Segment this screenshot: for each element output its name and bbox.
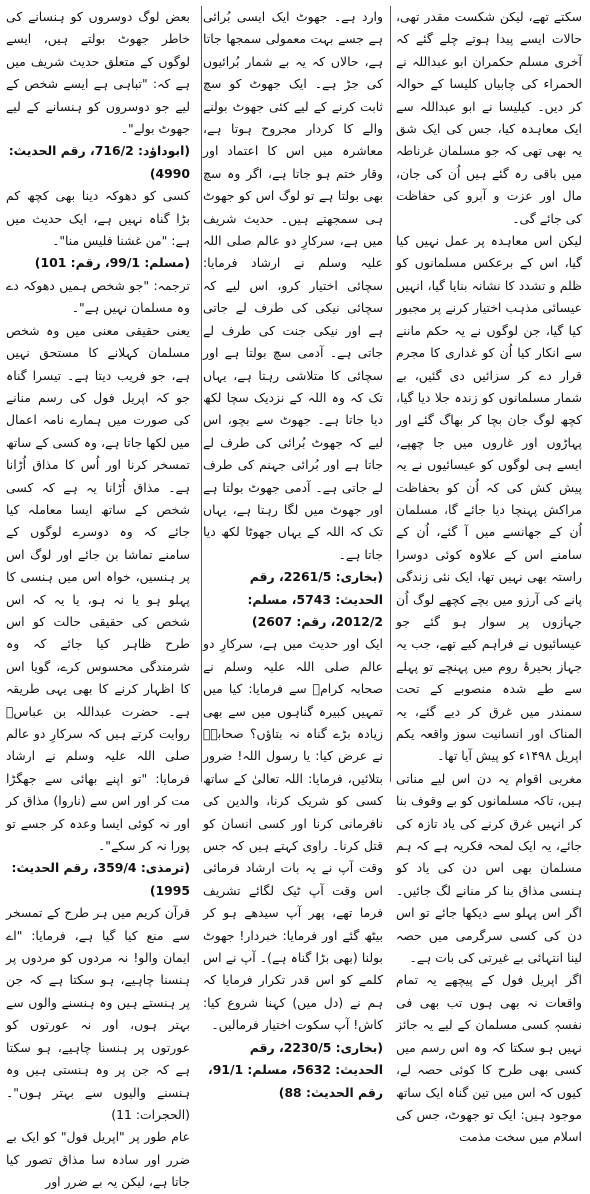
paragraph: ایک اور حدیث میں ہے، سرکارِ دو عالم صلی اللہ علیہ وسلم نے صحابہ کرامؓ سے فرمایا: کیا میں تمہیں کبیرہ گناہوں میں سے بھی زیادہ بڑے گناہ نہ بتاؤں؟ صحابہؓ نے عرض کیا: یا رسول اللہ! ضرور بتلائیں، فرمایا: اللہ تعالیٰ کے ساتھ کسی کو شریک کرنا، والدین کی نافرمانی کرنا اور کسی انسان کو قتل کرنا۔ راوی کہتے ہیں کہ جس وقت آپ نے یہ بات ارشاد فرمائی اس وقت آپ ٹیک لگائے تشریف فرما تھے، پھر آپ سیدھے ہو کر بیٹھ گئے اور فرمایا: خبردار! جھوٹ بولنا (بھی بڑا گناہ ہے)۔ آپ نے اس کلمے کو اس قدر تکرار فرمایا کہ ہم نے (دل میں) کہنا شروع کیا: کاش! آپ سکوت اختیار فرمالیں۔	[203, 636, 383, 1033]
paragraph: یعنی حقیقی معنی میں وہ شخص مسلمان کہلانے کا مستحق نہیں ہے، جو فریب دیتا ہے۔ تیسرا گناہ جو کہ اپریل فول کی رسم منانے کی صورت میں ہمارے نامہ اعمال میں لکھا جاتا ہے، وہ کسی کے ساتھ تمسخر کرنا اور اُس کا مذاق اُڑانا ہے۔ مذاق اُڑانا یہ ہے کہ کسی شخص کے ساتھ ایسا معاملہ کیا جائے کہ وہ دوسرے لوگوں کے سامنے تماشا بن جائے اور لوگ اس پر ہنسیں، خواہ اس میں ہنسی کا پہلو ہو یا نہ ہو، یا یہ کہ اس شخص کی حقیقی حالت کو اس طرح ظاہر کیا جائے کہ وہ شرمندگی محسوس کرے، گویا اس کا اظہار کرنے کا بھی یہی طریقہ ہے۔ حضرت عبداللہ بن عباسؓ روایت کرتے ہیں کہ سرکارِ دو عالم صلی اللہ علیہ وسلم نے ارشاد فرمایا: "تو اپنے بھائی سے جھگڑا مت کر اور اس سے (ناروا) مذاق کر اور نہ کوئی ایسا وعدہ کر جسے تو پورا نہ کر سکے"۔	[6, 322, 190, 854]
hadith-reference: (بخاری: 2230/5، رقم الحدیث: 5632، مسلم: 91/1، رقم الحدیث: 88)	[208, 1039, 383, 1100]
column-divider	[390, 6, 391, 782]
paragraph: بعض لوگ دوسروں کو ہنسانے کی خاطر جھوٹ بولتے ہیں، ایسے لوگوں کے متعلق حدیث شریف میں ہے کہ: "تباہی ہے ایسے شخص کے لیے جو دوسروں کو ہنسانے کے لیے جھوٹ بولے"۔	[6, 9, 190, 137]
text-column-left	[6, 6, 190, 1190]
paragraph: کسی کو دھوکہ دینا بھی کچھ کم بڑا گناہ نہیں ہے، ایک حدیث میں ہے: "من غشنا فلیس منا"۔	[6, 188, 190, 249]
hadith-reference: (ترمذی: 359/4، رقم الحدیث: 1995)	[11, 860, 190, 898]
paragraph: سکتے تھے، لیکن شکست مقدر تھی، حالات ایسے پیدا ہوتے چلے گئے کہ آخری مسلم حکمران ابو عبداللہ نے الحمراء کی چابیاں کلیسا کے حوالہ کر دیں۔ کیلیسا نے ابو عبداللہ سے ایک معاہدہ کیا، جس کی ایک شق یہ بھی تھی کہ جو مسلمان غرناطہ میں باقی رہ گئے ہیں اُن کی جان، مال اور عزت و آبرو کی حفاظت کی جائے گی۔	[396, 9, 582, 226]
text-column-right	[396, 6, 582, 1145]
paragraph: قرآن کریم میں ہر طرح کے تمسخر سے منع کیا گیا ہے، فرمایا: "اے ایمان والو! نہ مردوں کو مردوں پر ہنسنا چاہیے، ہو سکتا ہے کہ جن پر ہنستے ہیں وہ ہنسنے والوں سے بہتر ہوں، اور نہ عورتوں کو عورتوں پر ہنسنا چاہیے، ہو سکتا ہے کہ جن پر وہ ہنستی ہیں وہ ہنسنے والیوں سے بہتر ہوں"۔ (الحجرات: 11)	[6, 905, 190, 1122]
text-column-middle	[203, 6, 383, 1100]
paragraph: اگر اپریل فول کے پیچھے یہ تمام واقعات نہ بھی ہوں تب بھی فی نفسہٖ کسی مسلمان کے لیے یہ جائز نہیں ہو سکتا کہ وہ اس رسم میں کسی بھی طرح کا کوئی حصہ لے، کیوں کہ اس میں تین گناہ ایک ساتھ موجود ہیں: ایک تو جھوٹ، جس کی اسلام میں سخت مذمت	[396, 972, 582, 1145]
hadith-reference: (مسلم: 99/1، رقم: 101)	[34, 255, 190, 271]
hadith-reference: (ابوداؤد: 716/2، رقم الحدیث: 4990)	[8, 143, 190, 181]
paragraph: ترجمہ: "جو شخص ہمیں دھوکہ دے وہ مسلمان نہیں ہے"۔	[6, 277, 190, 316]
paragraph: لیکن اس معاہدہ پر عمل نہیں کیا گیا، اس کے برعکس مسلمانوں کو ظلم و تشدد کا نشانہ بنایا گیا، انہیں عیسائی مذہب اختیار کرنے پر مجبور کیا گیا، جن لوگوں نے یہ حکم ماننے سے انکار کیا اُن کو غداری کا مجرم قرار دے کر سزائیں دی گئیں، بے شمار مسلمانوں کو زندہ جلا دیا گیا، کچھ لوگ جان بچا کر بھاگ گئے اور پہاڑوں اور غاروں میں جا چھپے، ایسے ہی لوگوں کو عیسائیوں نے یہ پیش کش کی کہ اُن کو بحفاظت مراکش پہنچا دیا جائے گا، مسلمان اُن کے جھانسے میں آ گئے، اُن کے سامنے اس کے علاوہ کوئی دوسرا راستہ بھی نہیں تھا، ایک نئی زندگی پانے کی آرزو میں بچے کچھے لوگ اُن جہازوں پر سوار ہو گئے جو عیسائیوں نے فراہم کیے تھے، جب یہ جہاز بحیرۂ روم میں پہنچے تو پہلے سے طے شدہ منصوبے کے تحت سمندر میں غرق کر دیے گئے، یہ المناک اور انسانیت سوز واقعہ یکم اپریل ۱۴۹۸ء کو پیش آیا تھا۔	[396, 233, 582, 764]
paragraph: وارد ہے۔ جھوٹ ایک ایسی بُرائی ہے جسے بہت معمولی سمجھا جاتا ہے، حالاں کہ یہ بے شمار بُرائیوں کی جڑ ہے۔ ایک جھوٹ کو سچ ثابت کرنے کے لیے کئی جھوٹ بولنے والے کا کردار مجروح ہوتا ہے، معاشرہ میں اس کا اعتماد اور وقار ختم ہو جاتا ہے، اگر وہ سچ بھی بولتا ہے تو لوگ اس کو جھوٹ ہی سمجھتے ہیں۔ حدیث شریف میں ہے، سرکارِ دو عالم صلی اللہ علیہ وسلم نے ارشاد فرمایا: سچائی اختیار کرو، اس لیے کہ سچائی نیکی کی طرف لے جاتی ہے اور نیکی جنت کی طرف لے جاتی ہے۔ آدمی سچ بولتا ہے اور سچائی کا متلاشی رہتا ہے، یہاں تک کہ وہ اللہ کے نزدیک سچا لکھ دیا جاتا ہے۔ جھوٹ سے بچو، اس لیے کہ جھوٹ بُرائی کی طرف لے جاتا ہے اور بُرائی جہنم کی طرف لے جاتی ہے۔ آدمی جھوٹ بولتا ہے اور جھوٹ میں لگا رہتا ہے، یہاں تک کہ اللہ کے یہاں جھوٹا لکھ دیا جاتا ہے۔	[203, 9, 383, 562]
paragraph: عام طور پر "اپریل فول" کو ایک بے ضرر اور سادہ سا مذاق تصور کیا جاتا ہے، لیکن یہ بے ضرر اور	[6, 1129, 190, 1190]
column-divider	[201, 6, 202, 782]
hadith-reference: (بخاری: 2261/5، رقم الحدیث: 5743، مسلم: 2012/2، رقم: 2607)	[247, 569, 383, 629]
paragraph: مغربی اقوام یہ دن اس لیے مناتی ہیں، تاکہ مسلمانوں کو بے وقوف بنا کر انہیں غرق کرنے کی یاد تازہ کی جائے، یہ ایک لمحہ فکریہ ہے کہ ہم مسلمان بھی اس دن کی یاد کو ہنسی مذاق بنا کر منانے لگ جائیں۔ اگر اس پہلو سے دیکھا جائے تو اس دن کی کسی سرگرمی میں حصہ لینا انتہائی بے غیرتی کی بات ہے۔	[396, 770, 582, 966]
